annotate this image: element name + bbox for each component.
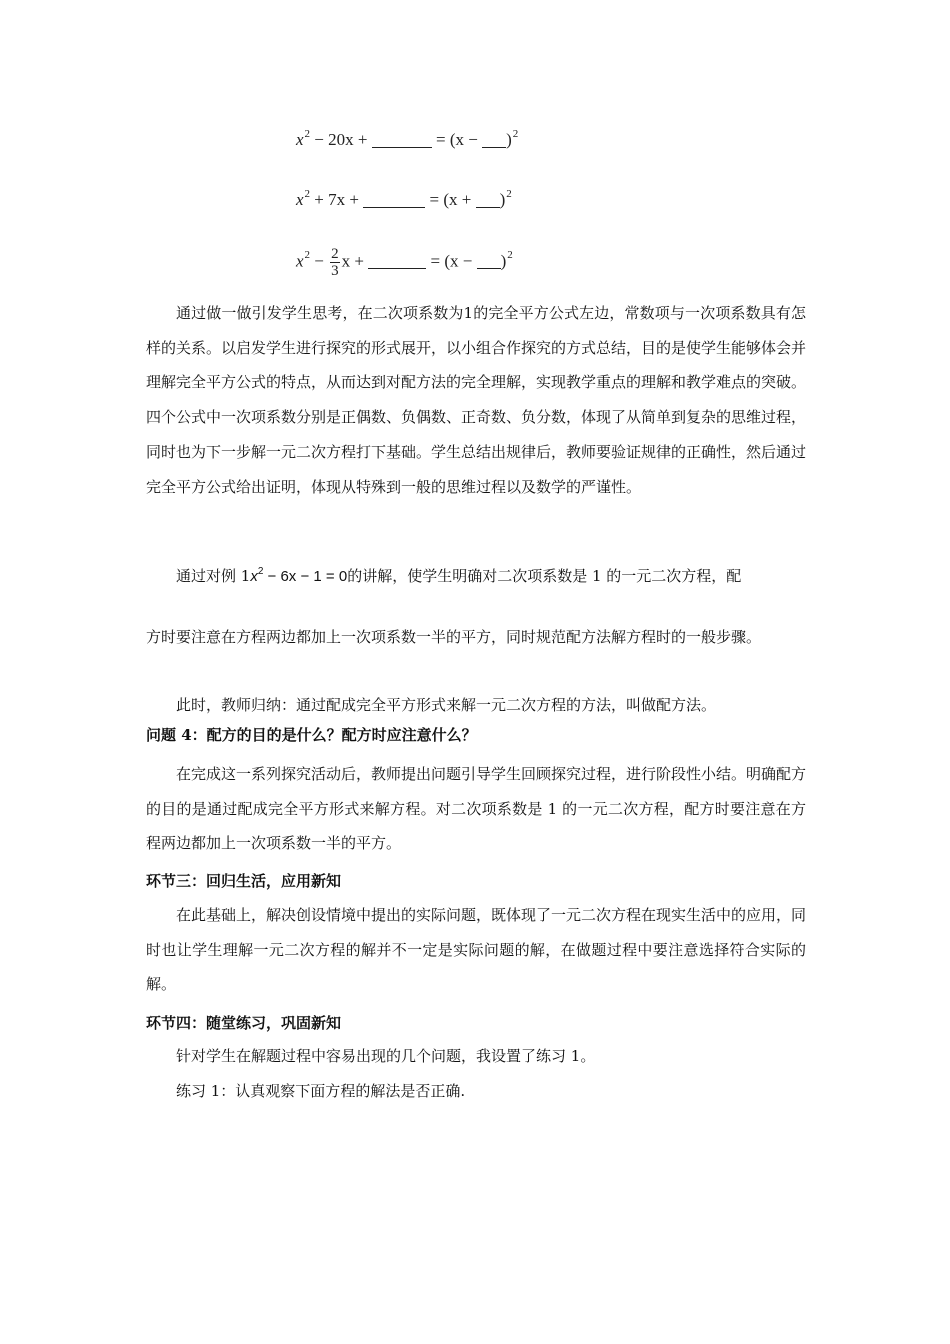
formula-1-blank-constant xyxy=(372,131,432,148)
formula-3-left: x + xyxy=(341,251,369,271)
fraction-numerator: 2 xyxy=(331,246,339,262)
formula-3-fraction xyxy=(330,246,340,279)
formula-3-square: 2 xyxy=(507,249,513,262)
paragraph-section-4: 针对学生在解题过程中容易出现的几个问题，我设置了练习 1。 xyxy=(176,1047,596,1065)
example-equation-variable: x xyxy=(250,568,258,585)
heading-section-3: 环节三：回归生活，应用新知 xyxy=(146,872,342,890)
example-lead-text: 通过对例 1 xyxy=(176,567,251,585)
formula-3-right: = (x − xyxy=(426,251,477,271)
formula-2-blank-term xyxy=(476,191,500,208)
formula-2-exponent: 2 xyxy=(304,188,311,200)
formula-2 xyxy=(296,188,512,210)
heading-section-4: 环节四：随堂练习，巩固新知 xyxy=(146,1014,342,1032)
paragraph-analysis: 通过做一做引发学生思考，在二次项系数为1的完全平方公式左边，常数项与一次项系数具有怎样的关系。以启发学生进行探究的形式展开，以小组合作探究的方式总结，目的是使学生能够体会并理解完全平方公式的特点，从而达到对配方法的完全理解，实现教学重点的理解和教学难点的突破。四个公式中一次项系数分别是正偶数、负偶数、正奇数、负分数，体现了从简单到复杂的思维过程，同时也为下一步解一元二次方程打下基础。学生总结出规律后，教师要验证规律的正确性，然后通过完全平方公式给出证明，体现从特殊到一般的思维过程以及数学的严谨性。 xyxy=(146,304,807,496)
formula-1-close: ) xyxy=(506,130,512,149)
fraction-denominator: 3 xyxy=(331,263,339,279)
formula-3-blank-constant xyxy=(368,252,426,269)
formula-1-square: 2 xyxy=(512,128,519,140)
paragraph-example-continued: 方时要注意在方程两边都加上一次项系数一半的平方，同时规范配方法解方程时的一般步骤。 xyxy=(146,628,762,646)
formula-3-variable: x xyxy=(296,251,304,271)
formula-1-left: − 20x + xyxy=(310,130,372,149)
formula-2-square: 2 xyxy=(506,188,512,200)
formula-3-exponent: 2 xyxy=(304,249,311,262)
formula-1-right: = (x − xyxy=(431,130,483,149)
heading-question-4: 问题 4：配方的目的是什么？配方时应注意什么？ xyxy=(146,726,477,744)
formula-2-left: + 7x + xyxy=(310,190,364,209)
paragraph-section-3: 在此基础上，解决创设情境中提出的实际问题，既体现了一元二次方程在现实生活中的应用，同时也让学生理解一元二次方程的解并不一定是实际问题的解，在做题过程中要注意选择符合实际的解。 xyxy=(146,906,807,994)
example-equation-rest: − 6x − 1 = 0 xyxy=(263,568,348,585)
example-equation-exponent: 2 xyxy=(257,566,264,577)
formula-3-close: ) xyxy=(500,251,507,271)
formula-2-variable: x xyxy=(296,190,304,209)
formula-1-exponent: 2 xyxy=(304,128,311,140)
formula-2-right: = (x + xyxy=(425,190,476,209)
example-equation xyxy=(250,568,347,585)
formula-3-blank-term xyxy=(477,252,501,269)
paragraph-summary: 此时，教师归纳：通过配成完全平方形式来解一元二次方程的方法，叫做配方法。 xyxy=(176,696,717,714)
paragraph-exercise-1: 练习 1：认真观察下面方程的解法是否正确. xyxy=(176,1082,466,1100)
formula-2-blank-constant xyxy=(363,191,425,208)
formula-1-blank-term xyxy=(482,131,506,148)
formula-1 xyxy=(296,128,518,150)
paragraph-question-4: 在完成这一系列探究活动后，教师提出问题引导学生回顾探究过程，进行阶段性小结。明确配方的目的是通过配成完全平方形式来解方程。对二次项系数是 1 的一元二次方程，配方时要注意在方程两边都加上一次项系数一半的平方。 xyxy=(146,765,807,853)
paragraph-example-first-line xyxy=(146,565,741,586)
example-trailing-text: 的讲解，使学生明确对二次项系数是 1 的一元二次方程，配 xyxy=(347,567,742,585)
formula-1-variable: x xyxy=(296,130,304,149)
formula-2-close: ) xyxy=(499,190,506,209)
formula-3 xyxy=(296,246,513,279)
formula-3-minus: − xyxy=(310,251,329,271)
